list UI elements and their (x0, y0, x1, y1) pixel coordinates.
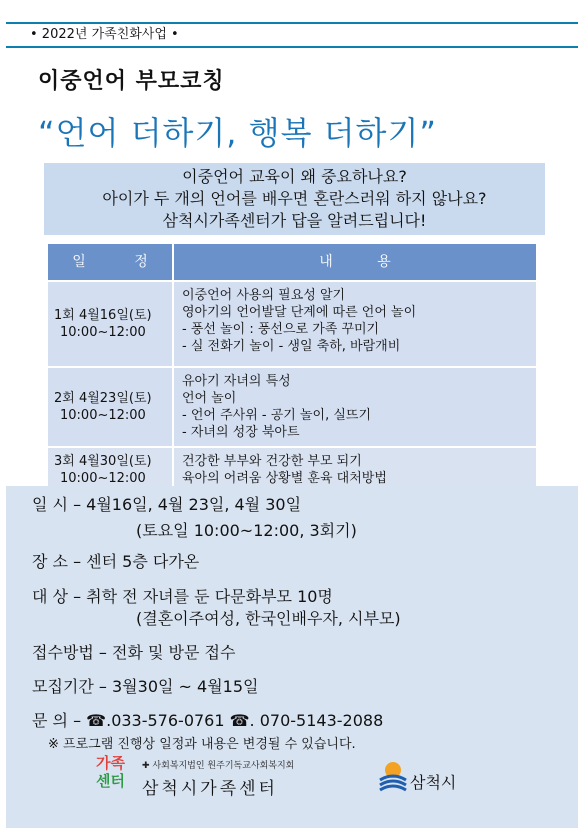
content-item: - 자녀의 성장 북아트 (182, 425, 300, 440)
content-item: 영아기의 언어발달 단계에 따른 언어 놀이 (182, 305, 417, 320)
intro-box (44, 163, 545, 235)
content-item: 언어 놀이 (182, 391, 237, 406)
logo-mark-bottom: 센터 (96, 772, 125, 790)
info-label: 접수방법 (32, 643, 94, 662)
info-label: 장 소 (32, 552, 68, 571)
content-item: 건강한 부부와 건강한 부모 되기 (182, 454, 362, 469)
col-date-header: 일 정 (72, 254, 170, 270)
session-date: 3회 4월30일(토) (54, 454, 152, 469)
info-label: 대 상 (32, 587, 68, 606)
col-content-header: 내 용 (172, 244, 536, 280)
info-when (32, 492, 301, 515)
slogan: “언어 더하기, 행복 더하기” (38, 114, 437, 152)
info-contact (32, 708, 383, 731)
family-center-logo-mark (96, 754, 136, 802)
content-item: - 언어 주사위 - 공기 놀이, 실뜨기 (182, 408, 372, 423)
session-date-cell (48, 282, 172, 366)
info-apply (32, 640, 235, 663)
session-date: 2회 4월23일(토) (54, 391, 152, 406)
session-time: 10:00~12:00 (60, 471, 146, 486)
content-item: 육아의 어려움 상황별 훈육 대처방법 (182, 471, 387, 486)
city-name: 삼척시 (410, 773, 457, 792)
info-target (32, 584, 333, 607)
info-value: – ☎.033-576-0761 ☎. 070-5143-2088 (68, 711, 384, 730)
info-value: – 3월30일 ~ 4월15일 (93, 677, 259, 696)
info-label: 문 의 (32, 711, 68, 730)
intro-line: 삼척시가족센터가 답을 알려드립니다! (162, 211, 427, 230)
family-center-logo (96, 754, 346, 804)
content-item: 이중언어 사용의 필요성 알기 (182, 288, 346, 303)
logo-center-name: 삼척시가족센터 (142, 779, 278, 799)
info-panel (6, 486, 578, 828)
content-item: - 풍선 놀이 : 풍선으로 가족 꾸미기 (182, 322, 380, 337)
info-label: 일 시 (32, 495, 68, 514)
intro-line: 이중언어 교육이 왜 중요하나요? (182, 167, 407, 186)
info-value: – 전화 및 방문 접수 (93, 643, 236, 662)
info-value: – 4월16일, 4월 23일, 4월 30일 (68, 495, 302, 514)
city-emblem-icon (378, 758, 408, 792)
city-logo (378, 758, 478, 798)
logo-mark-top: 가족 (96, 754, 125, 772)
session-date: 1회 4월16일(토) (54, 308, 152, 323)
session-content (172, 368, 536, 446)
header-tag: • 2022년 가족친화사업 • (6, 22, 578, 48)
info-value: – 취학 전 자녀를 둔 다문화부모 10명 (68, 587, 333, 606)
page-title: 이중언어 부모코칭 (38, 69, 225, 94)
content-item: 유아기 자녀의 특성 (182, 374, 291, 389)
session-content (172, 282, 536, 366)
logo-org-name: ✚ 사회복지법인 원주기독교사회복지회 (142, 761, 295, 771)
info-target-sub: (결혼이주여성, 한국인배우자, 시부모) (136, 609, 401, 628)
info-label: 모집기간 (32, 677, 94, 696)
session-time: 10:00~12:00 (60, 408, 146, 423)
schedule-row (48, 282, 536, 366)
schedule-table (48, 244, 536, 492)
info-when-sub: (토요일 10:00~12:00, 3회기) (136, 521, 357, 540)
info-where (32, 549, 199, 572)
intro-line: 아이가 두 개의 언어를 배우면 혼란스러워 하지 않나요? (102, 189, 487, 208)
session-time: 10:00~12:00 (60, 325, 146, 340)
info-value: – 센터 5층 다가온 (68, 552, 200, 571)
content-item: - 실 전화기 놀이 - 생일 축하, 바람개비 (182, 339, 401, 354)
schedule-header (48, 244, 536, 280)
schedule-row (48, 368, 536, 446)
session-date-cell (48, 368, 172, 446)
info-period (32, 674, 258, 697)
notice-text: ※ 프로그램 진행상 일정과 내용은 변경될 수 있습니다. (48, 737, 356, 752)
